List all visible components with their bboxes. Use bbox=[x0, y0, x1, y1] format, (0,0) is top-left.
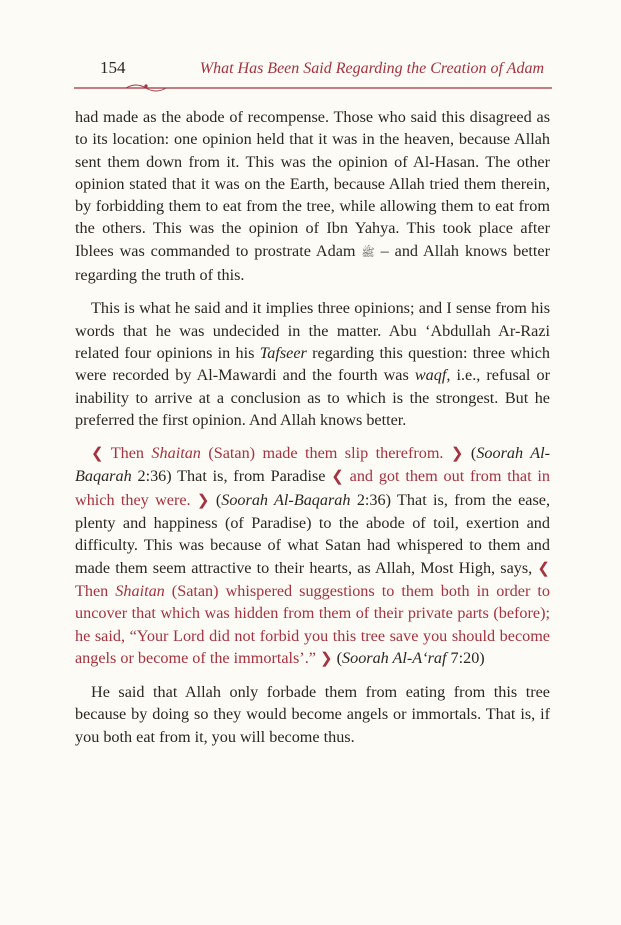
p2-italic-tafseer: Tafseer bbox=[259, 343, 307, 362]
q3-b: (Satan) whispered suggestions to them both in order to uncover that which was hidden from them of their private parts (before); he said, “Your Lord did not forbid you this tree save you should become angels or become of the immortals’.” bbox=[75, 581, 550, 667]
ref2-b: 2:36) That is, from the ease, plenty and happiness (of Paradise) to the abode of toil, exertion and difficulty. This was because of what Satan had whispered to them and made them seem attractive to their hearts, as Allah, Most High, says, bbox=[75, 490, 550, 577]
ref3-a: ( bbox=[332, 648, 342, 667]
quran-quote-1 bbox=[104, 444, 451, 462]
ref2-a: ( bbox=[209, 490, 222, 509]
ref3-b: 7:20) bbox=[446, 648, 485, 667]
q1-a: Then bbox=[103, 444, 152, 463]
paragraph-1 bbox=[75, 106, 550, 286]
q1-italic: Shaitan bbox=[151, 444, 201, 463]
quran-close-bracket: ❯ bbox=[196, 492, 210, 509]
quran-close-bracket: ❯ bbox=[319, 650, 333, 667]
p4-text-1: He said that Allah only forbade them from eating from this tree because by doing so they would become angels or immortals. That is, if you both eat from it, you will become thus. bbox=[75, 683, 550, 746]
q3-italic: Shaitan bbox=[115, 581, 165, 600]
p1-text-1: had made as the abode of recompense. Those who said this disagreed as to its location: one opinion held that it was in the heaven, because Allah sent them down from it. This was the opinion of Al-Hasan. The other opinion stated that it was on the Earth, because Allah tried them therein, by forbidding them to eat from the tree, while allowing them to eat from the others. This was the opinion of Ibn Yahya. This took place after Iblees was commanded to prostrate Adam bbox=[75, 108, 550, 260]
p2-text-1: This is what he said and it implies three opinions; and I sense from his words that he was undecided in the matter. Abu ‘Abdullah Ar-Razi related four opinions in his bbox=[75, 299, 550, 362]
q3-a: Then bbox=[75, 581, 116, 600]
page-header bbox=[74, 58, 552, 92]
page-number: 154 bbox=[100, 58, 126, 77]
page-body bbox=[75, 106, 550, 759]
quran-open-bracket: ❮ bbox=[91, 446, 104, 463]
ref2-italic: Soorah Al-Baqarah bbox=[221, 490, 351, 509]
ref1-b: 2:36) That is, from Paradise bbox=[131, 467, 332, 486]
paragraph-4 bbox=[75, 681, 550, 748]
p2-text-3: i.e., refusal or inability to arrive at a conclusion as to which is the strongest. But he preferred the first opinion. And Allah knows better. bbox=[75, 366, 550, 429]
quran-quote-2: and got them out from that in which they were. bbox=[75, 467, 550, 509]
quran-close-bracket: ❯ bbox=[450, 446, 464, 463]
decorative-header-rule bbox=[74, 82, 552, 94]
paragraph-3 bbox=[75, 442, 550, 670]
ref1-italic: Soorah Al-Baqarah bbox=[75, 444, 550, 486]
p1-text-2: – and Allah knows better regarding the truth of this. bbox=[75, 241, 551, 285]
ref1-a: ( bbox=[463, 444, 477, 463]
quran-open-bracket: ❮ bbox=[537, 560, 550, 577]
p2-italic-waqf: waqf, bbox=[414, 366, 451, 385]
honorific-glyph: ﷺ bbox=[361, 245, 375, 259]
paragraph-2 bbox=[75, 297, 550, 431]
ref3-italic: Soorah Al-A‘raf bbox=[342, 648, 447, 667]
quran-open-bracket: ❮ bbox=[331, 469, 344, 486]
q1-b: (Satan) made them slip therefrom. bbox=[200, 444, 451, 463]
p2-text-2: regarding this question: three which were recorded by Al-Mawardi and the fourth was bbox=[75, 343, 550, 385]
running-title: What Has Been Said Regarding the Creation of Adam bbox=[199, 60, 544, 77]
